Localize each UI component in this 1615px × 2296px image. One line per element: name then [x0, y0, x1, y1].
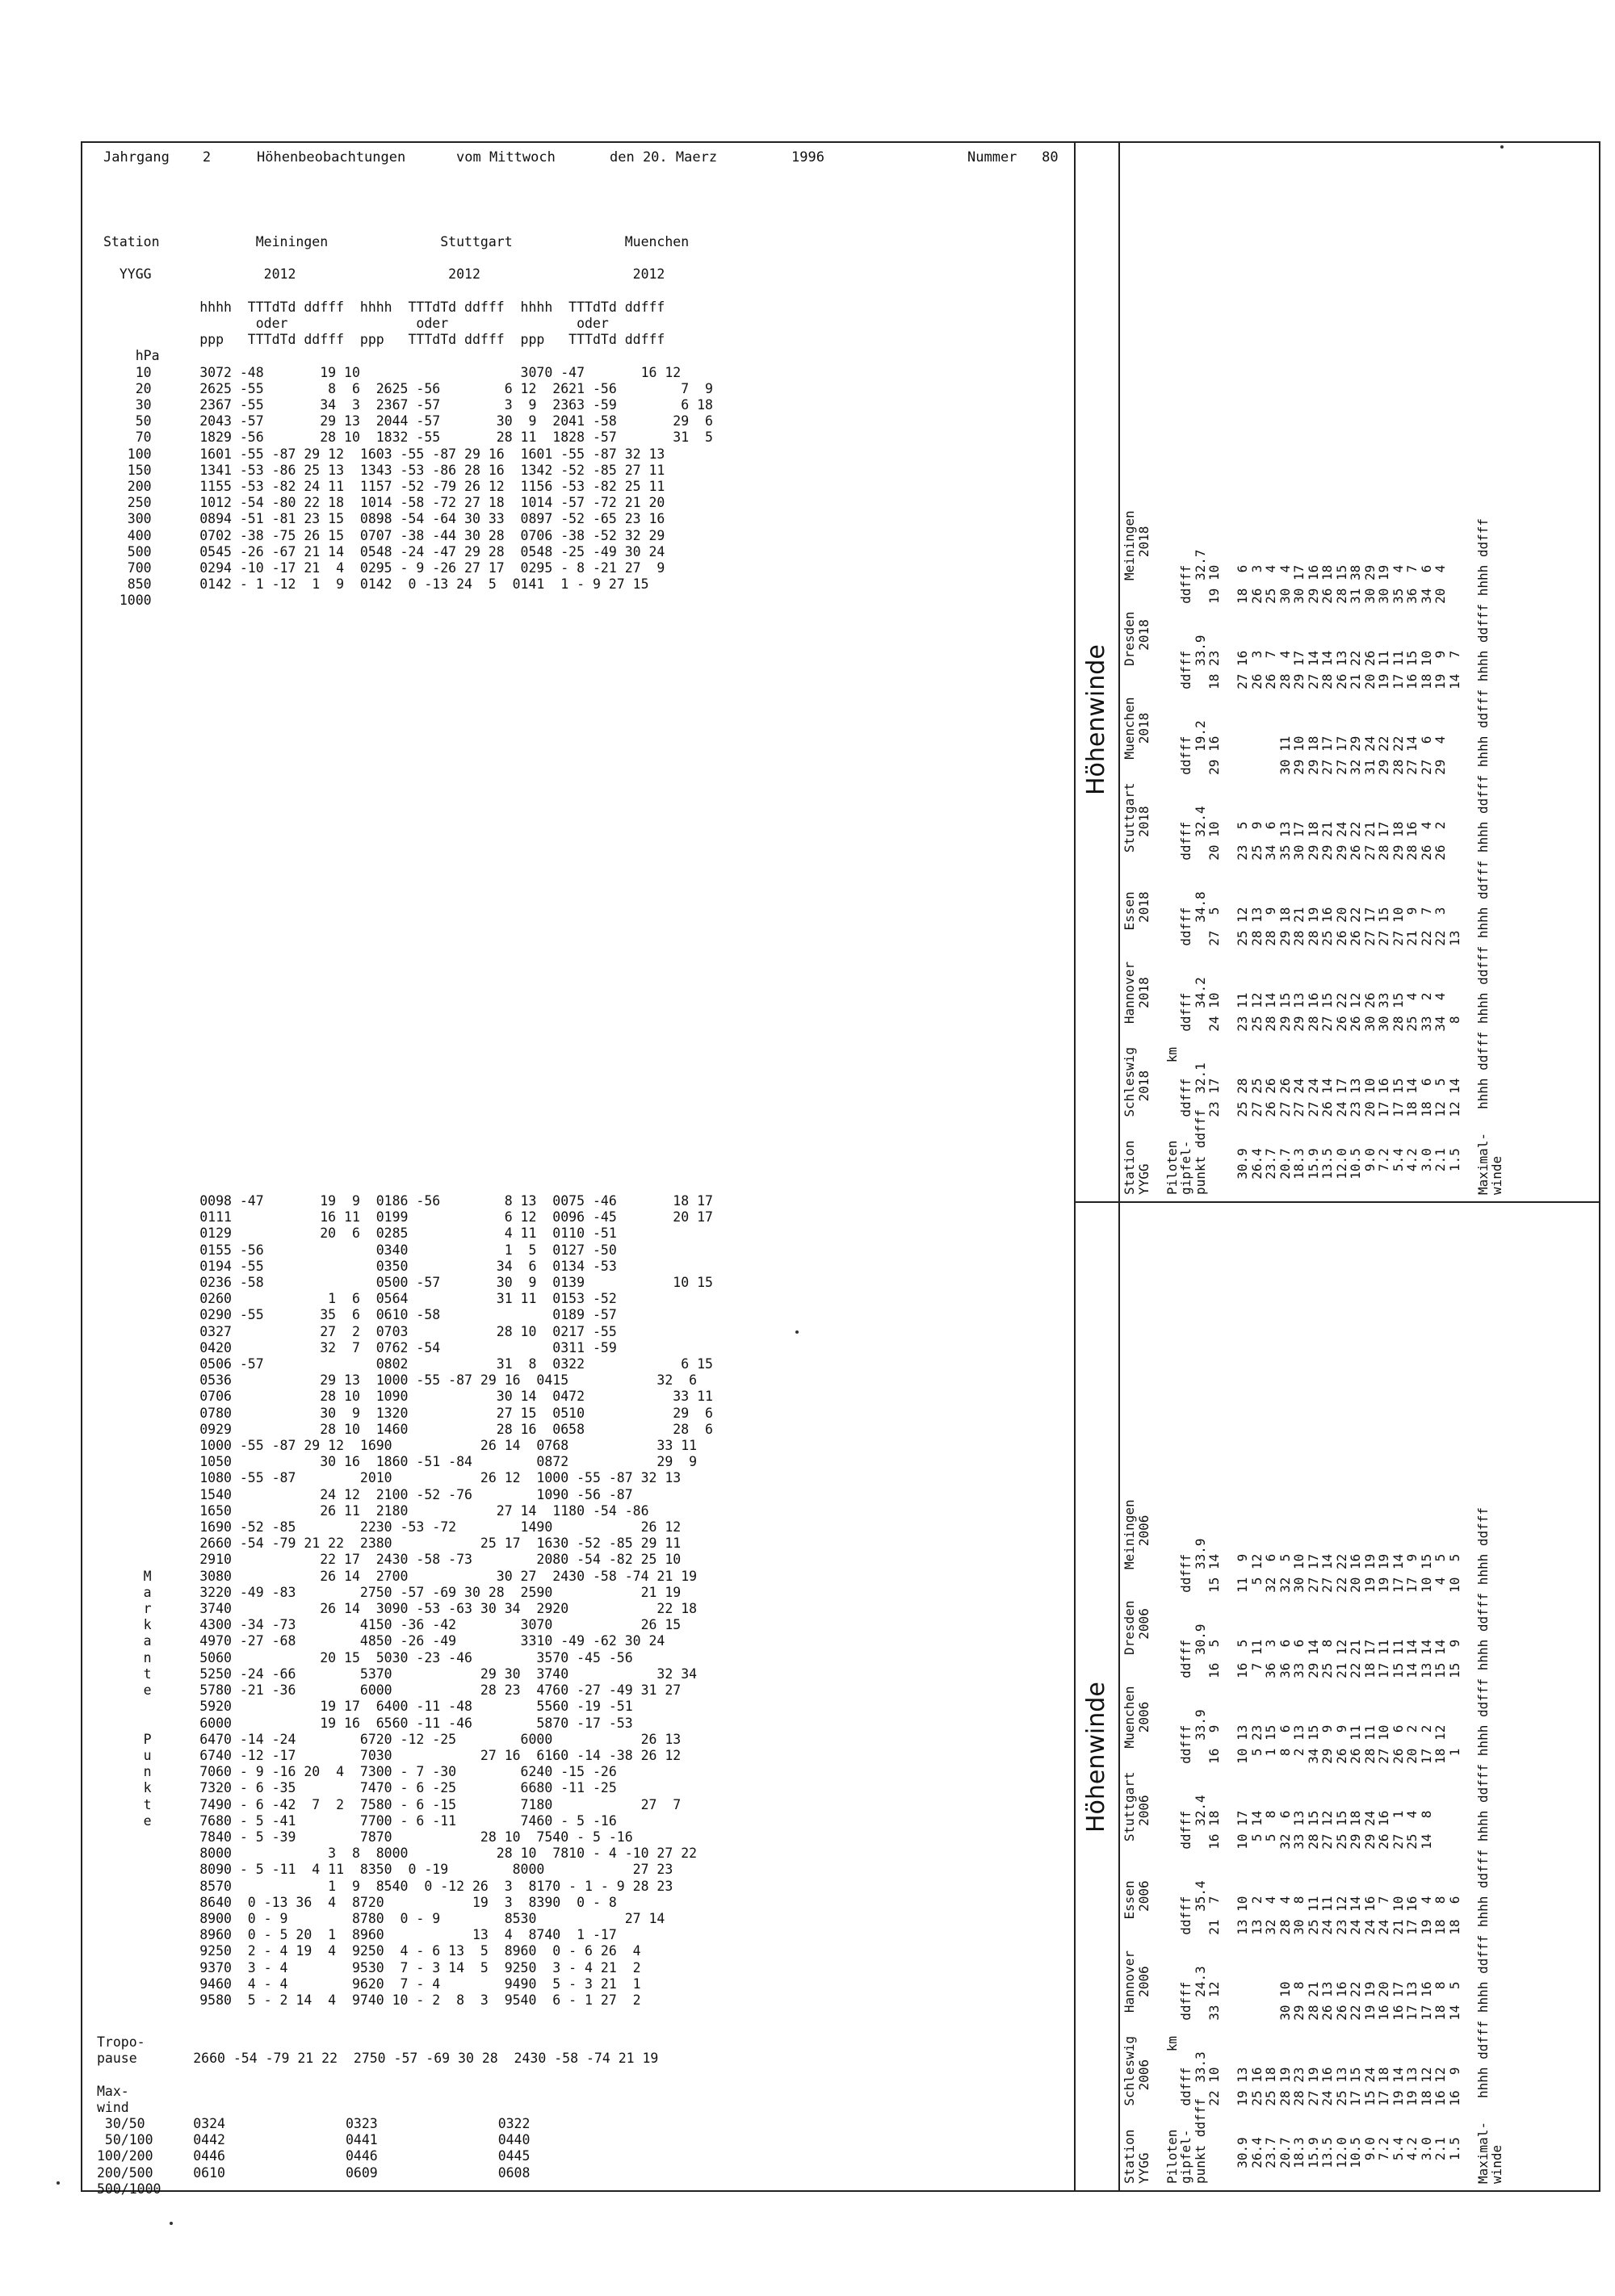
header-date: den 20. Maerz — [610, 149, 718, 165]
tropopause-maxwind-table: Tropo- pause 2660 -54 -79 21 22 2750 -57 -69 30 28 2430 -58 -74 21 19 Max- wind 30/50 0324 0323 0322 50/100 0442 0441 0440 100/200 0446 0446 0445 200/500 0610 0609 0608 500/1000 — [97, 2034, 659, 2197]
hoehenwinde-title-bottom: Höhenwinde — [1082, 1682, 1110, 1833]
scan-speck — [795, 1330, 799, 1334]
header-title: Höhenbeobachtungen — [257, 149, 406, 165]
header-jahrgang: Jahrgang 2 — [103, 149, 212, 165]
scan-speck — [57, 2181, 60, 2185]
right-panel-divider — [1076, 1201, 1600, 1203]
scan-speck — [170, 2222, 173, 2225]
header-year: 1996 — [791, 149, 824, 165]
hoehenwinde-table-2018: Station Schleswig Hannover Essen Stuttgart Muenchen Dresden Meiningen YYGG 2018 2018 2018 2018 2018 2018 2018 Piloten km gipfel- ddfff ddfff ddfff ddfff ddfff ddfff ddfff punkt ddfff 32.1 34.2 34.8 32.4 19.2 33.9 32.7 23 17 24 10 27 5 20 10 29 16 18 23 19 10 30.9 25 28 23 11 25 12 23 5 27 16 18 6 26.4 27 25 25 12 28 13 25 9 26 3 26 3 23.7 26 26 28 14 28 9 34 6 26 7 25 4 20.7 27 26 29 15 29 18 35 13 30 11 28 4 30 4 18.3 27 24 29 13 28 21 30 17 29 10 29 17 30 17 15.9 27 24 28 16 28 19 29 18 29 18 27 14 29 16 13.5 26 14 27 15 25 16 29 21 27 17 28 14 26 18 12.0 24 17 26 22 26 20 29 24 27 17 26 13 28 15 10.5 23 13 26 12 26 22 26 22 32 29 21 22 31 38 9.0 20 10 30 26 27 17 27 21 31 24 20 26 30 29 7.2 17 16 30 33 27 15 28 17 29 22 19 11 30 19 5.4 17 15 28 15 27 10 29 18 28 22 17 11 35 4 4.2 18 14 25 4 21 9 28 16 27 14 16 15 36 7 3.0 18 6 33 2 22 7 26 4 27 6 18 10 34 6 2.1 12 5 34 4 22 3 26 2 29 4 19 9 20 4 1.5 12 14 8 13 14 7 Maximal- hhhh ddfff hhhh ddfff hhhh ddfff hhhh ddfff hhhh ddfff hhhh ddfff hhhh ddfff winde — [1122, 510, 1504, 1195]
header-day: vom Mittwoch — [456, 149, 556, 165]
hoehenwinde-title-top: Höhenwinde — [1082, 644, 1110, 795]
hoehenwinde-table-2006: Station Schleswig Hannover Essen Stuttgart Muenchen Dresden Meiningen YYGG 2006 2006 2006 2006 2006 2006 2006 Piloten km gipfel- ddfff ddfff ddfff ddfff ddfff ddfff ddfff punkt ddfff 33.3 24.3 35.4 32.4 33.9 30.9 33.9 22 10 33 12 21 7 16 18 16 9 16 5 15 14 30.9 19 13 13 10 10 17 10 13 16 5 11 9 26.4 25 16 13 2 5 14 5 23 7 11 5 12 23.7 25 18 32 4 5 8 1 15 36 3 32 6 20.7 28 19 30 10 28 4 32 6 8 6 36 6 32 5 18.3 28 23 29 8 30 8 33 13 2 13 33 6 30 10 15.9 27 19 28 21 25 11 28 15 34 15 29 14 27 17 13.5 24 16 26 13 24 11 27 12 29 9 25 8 27 14 12.0 25 13 26 16 23 12 25 15 26 9 21 12 22 22 10.5 17 15 22 22 24 14 29 18 26 11 22 21 20 16 9.0 15 24 19 19 24 16 29 24 28 11 18 17 19 19 7.2 17 18 16 20 24 7 26 16 27 10 17 11 19 19 5.4 19 14 16 17 21 10 27 1 26 6 15 11 17 14 4.2 19 13 17 13 17 16 25 4 20 2 14 14 17 9 3.0 18 12 17 16 19 4 14 8 17 2 13 14 10 15 2.1 16 12 18 8 18 8 18 12 15 14 4 5 1.5 16 9 14 5 18 6 1 15 9 10 5 Maximal- hhhh ddfff hhhh ddfff hhhh ddfff hhhh ddfff hhhh ddfff hhhh ddfff hhhh ddfff winde — [1122, 1499, 1504, 2184]
sounding-table-significant-points: 0098 -47 19 9 0186 -56 8 13 0075 -46 18 17 0111 16 11 0199 6 12 0096 -45 20 17 0129 20 6 0285 4 11 0110 -51 0155 -56 0340 1 5 0127 -50 0194 -55 0350 34 6 0134 -53 0236 -58 0500 -57 30 9 0139 10 15 0260 1 6 0564 31 11 0153 -52 0290 -55 35 6 0610 -58 0189 -57 0327 27 2 0703 28 10 0217 -55 0420 32 7 0762 -54 0311 -59 0506 -57 0802 31 8 0322 6 15 0536 29 13 1000 -55 -87 29 16 0415 32 6 0706 28 10 1090 30 14 0472 33 11 0780 30 9 1320 27 15 0510 29 6 0929 28 10 1460 28 16 0658 28 6 1000 -55 -87 29 12 1690 26 14 0768 33 11 1050 30 16 1860 -51 -84 0872 29 9 1080 -55 -87 2010 26 12 1000 -55 -87 32 13 1540 24 12 2100 -52 -76 1090 -56 -87 1650 26 11 2180 27 14 1180 -54 -86 1690 -52 -85 2230 -53 -72 1490 26 12 2660 -54 -79 21 22 2380 25 17 1630 -52 -85 29 11 2910 22 17 2430 -58 -73 2080 -54 -82 25 10 M 3080 26 14 2700 30 27 2430 -58 -74 21 19 a 3220 -49 -83 2750 -57 -69 30 28 2590 21 19 r 3740 26 14 3090 -53 -63 30 34 2920 22 18 k 4300 -34 -73 4150 -36 -42 3070 26 15 a 4970 -27 -68 4850 -26 -49 3310 -49 -62 30 24 n 5060 20 15 5030 -23 -46 3570 -45 -56 t 5250 -24 -66 5370 29 30 3740 32 34 e 5780 -21 -36 6000 28 23 4760 -27 -49 31 27 5920 19 17 6400 -11 -48 5560 -19 -51 6000 19 16 6560 -11 -46 5870 -17 -53 P 6470 -14 -24 6720 -12 -25 6000 26 13 u 6740 -12 -17 7030 27 16 6160 -14 -38 26 12 n 7060 - 9 -16 20 4 7300 - 7 -30 6240 -15 -26 k 7320 - 6 -35 7470 - 6 -25 6680 -11 -25 t 7490 - 6 -42 7 2 7580 - 6 -15 7180 27 7 e 7680 - 5 -41 7700 - 6 -11 7460 - 5 -16 7840 - 5 -39 7870 28 10 7540 - 5 -16 8000 3 8 8000 28 10 7810 - 4 -10 27 22 8090 - 5 -11 4 11 8350 0 -19 8000 27 23 8570 1 9 8540 0 -12 26 3 8170 - 1 - 9 28 23 8640 0 -13 36 4 8720 19 3 8390 0 - 8 8900 0 - 9 8780 0 - 9 8530 27 14 8960 0 - 5 20 1 8960 13 4 8740 1 -17 9250 2 - 4 19 4 9250 4 - 6 13 5 8960 0 - 6 26 4 9370 3 - 4 9530 7 - 3 14 5 9250 3 - 4 21 2 9460 4 - 4 9620 7 - 4 9490 5 - 3 21 1 9580 5 - 2 14 4 9740 10 - 2 8 3 9540 6 - 1 27 2 — [143, 1193, 713, 2008]
right-panel-title-strip — [1118, 141, 1120, 2192]
scan-speck — [1500, 145, 1504, 149]
sounding-table-standard-levels: Station Meiningen Stuttgart Muenchen YYGG 2012 2012 2012 hhhh TTTdTd ddfff hhhh TTTdTd ddfff hhhh TTTdTd ddfff oder oder oder ppp TTTdTd ddfff ppp TTTdTd ddfff ppp TTTdTd ddfff hPa 10 3072 -48 19 10 3070 -47 16 12 20 2625 -55 8 6 2625 -56 6 12 2621 -56 7 9 30 2367 -55 34 3 2367 -57 3 9 2363 -59 6 18 50 2043 -57 29 13 2044 -57 30 9 2041 -58 29 6 70 1829 -56 28 10 1832 -55 28 11 1828 -57 31 5 100 1601 -55 -87 29 12 1603 -55 -87 29 16 1601 -55 -87 32 13 150 1341 -53 -86 25 13 1343 -53 -86 28 16 1342 -52 -85 27 11 200 1155 -53 -82 24 11 1157 -52 -79 26 12 1156 -53 -82 25 11 250 1012 -54 -80 22 18 1014 -58 -72 27 18 1014 -57 -72 21 20 300 0894 -51 -81 23 15 0898 -54 -64 30 33 0897 -52 -65 23 16 400 0702 -38 -75 26 15 0707 -38 -44 30 28 0706 -38 -52 32 29 500 0545 -26 -67 21 14 0548 -24 -47 29 28 0548 -25 -49 30 24 700 0294 -10 -17 21 4 0295 - 9 -26 27 17 0295 - 8 -21 27 9 850 0142 - 1 -12 1 9 0142 0 -13 24 5 0141 1 - 9 27 15 1000 — [103, 234, 713, 609]
header-nummer: Nummer 80 — [967, 149, 1059, 165]
